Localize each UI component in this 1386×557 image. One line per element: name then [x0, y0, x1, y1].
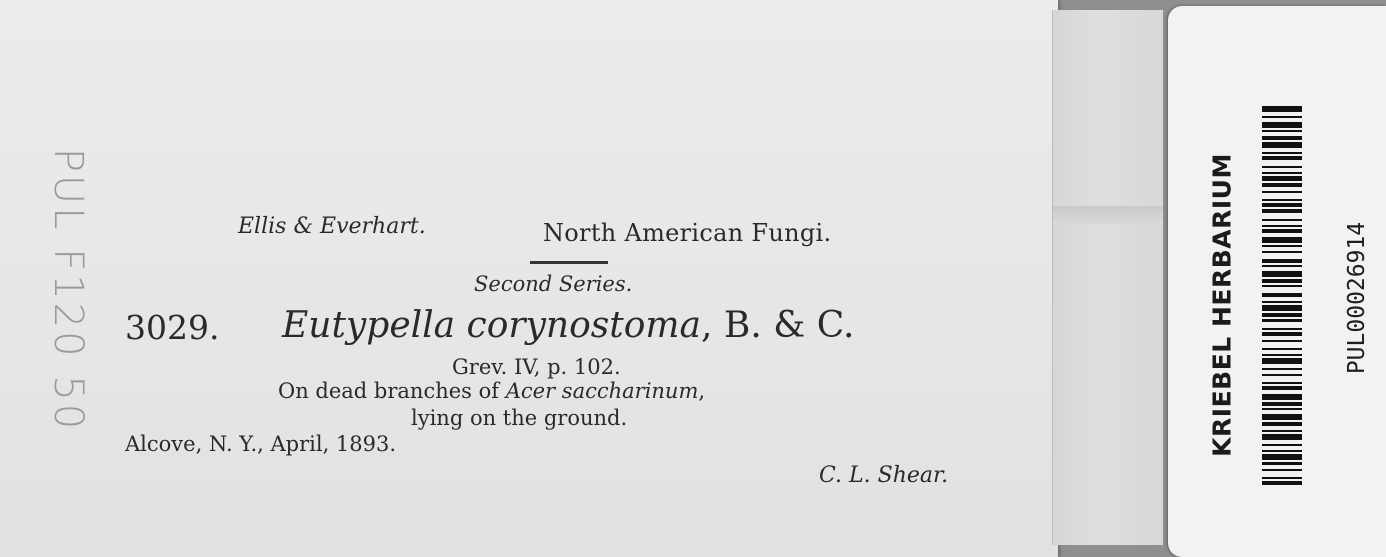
host-name: Acer saccharinum	[505, 379, 699, 403]
series-number: Second Series.	[474, 272, 633, 296]
barcode-number-text: PUL00026914	[1344, 221, 1370, 375]
habitat-line-2: lying on the ground.	[411, 406, 628, 430]
herbarium-name-text: KRIEBEL HERBARIUM	[1207, 153, 1237, 457]
flap-fold	[1053, 206, 1163, 224]
habitat-suffix: ,	[698, 379, 706, 403]
envelope-flap	[1052, 10, 1163, 545]
exsiccata-number: 3029.	[125, 308, 220, 347]
habitat-line-1	[278, 379, 705, 403]
barcode-gap	[1262, 485, 1302, 491]
habitat-prefix: On dead branches of	[278, 379, 506, 403]
literature-reference: Grev. IV, p. 102.	[452, 355, 621, 379]
collectors-authors: Ellis & Everhart.	[238, 214, 426, 239]
title-rule	[530, 261, 608, 264]
locality-date: Alcove, N. Y., April, 1893.	[125, 432, 397, 456]
accession-note-text: PUL F120 50	[45, 147, 91, 433]
taxon-line	[282, 305, 854, 346]
taxon-authority: , B. & C.	[701, 305, 855, 346]
series-title: North American Fungi.	[543, 219, 832, 247]
taxon-name: Eutypella corynostoma	[282, 305, 702, 346]
barcode	[1262, 106, 1302, 492]
collector: C. L. Shear.	[819, 463, 949, 488]
